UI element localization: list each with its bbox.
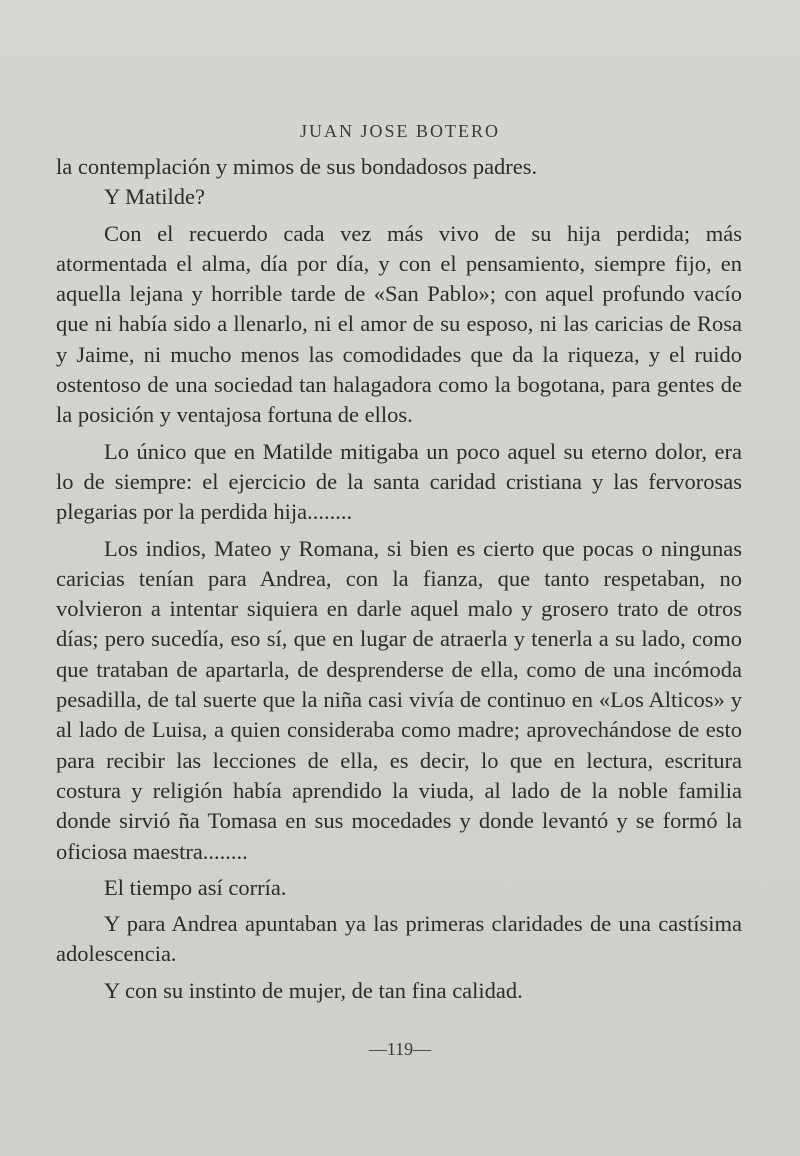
paragraph: Y para Andrea apuntaban ya las primeras claridades de una castísima adolescencia. [56,911,742,967]
paragraph: la contemplación y mimos de sus bondadosos padres. [56,154,538,179]
paragraph: Lo único que en Matilde mitigaba un poco aquel su eterno dolor, era lo de siempre: el ejercicio de la santa caridad cristiana y las fervorosas plegarias por la perdida hija........ [56,438,742,525]
paragraph: Y con su instinto de mujer, de tan fina calidad. [104,977,523,1003]
paragraph: El tiempo así corría. [104,874,287,900]
paragraph: Y Matilde? [104,184,206,210]
paragraph: Los indios, Mateo y Romana, si bien es cierto que pocas o ningunas caricias tenían para Andrea, con la fianza, que tanto respetaban, no volvieron a intentar siquiera en darle aquel malo y grosero trato de otros días; pero sucedía, eso sí, que en lugar de atraerla y tenerla a su lado, como que trataban de apartarla, de desprenderse de ella, como de una incómoda pesadilla, de tal suerte que la niña casi vivía de continuo en «Los Alticos» y al lado de Luisa, a quien consideraba como madre; aprovechándose de esto para recibir las lecciones de ella, es decir, lo que en lectura, escritura costura y religión había aprendido la viuda, al lado de la noble familia donde sirvió ña Tomasa en sus mocedades y donde levantó y se formó la oficiosa maestra........ [56,535,742,864]
running-header: JUAN JOSE BOTERO [299,121,500,141]
page-body [56,152,742,1006]
paragraph: Con el recuerdo cada vez más vivo de su hija perdida; más atormentada el alma, día por día, y con el pensamiento, siempre fijo, en aquella lejana y horrible tarde de «San Pablo»; con aquel profundo vacío que ni había sido a llenarlo, ni el amor de su esposo, ni las caricias de Rosa y Jaime, ni mucho menos las comodidades que da la riqueza, y el ruido ostentoso de una sociedad tan halagadora como la bogotana, para gentes de la posición y ventajosa fortuna de ellos. [56,220,742,428]
page-number: —119— [368,1039,432,1059]
